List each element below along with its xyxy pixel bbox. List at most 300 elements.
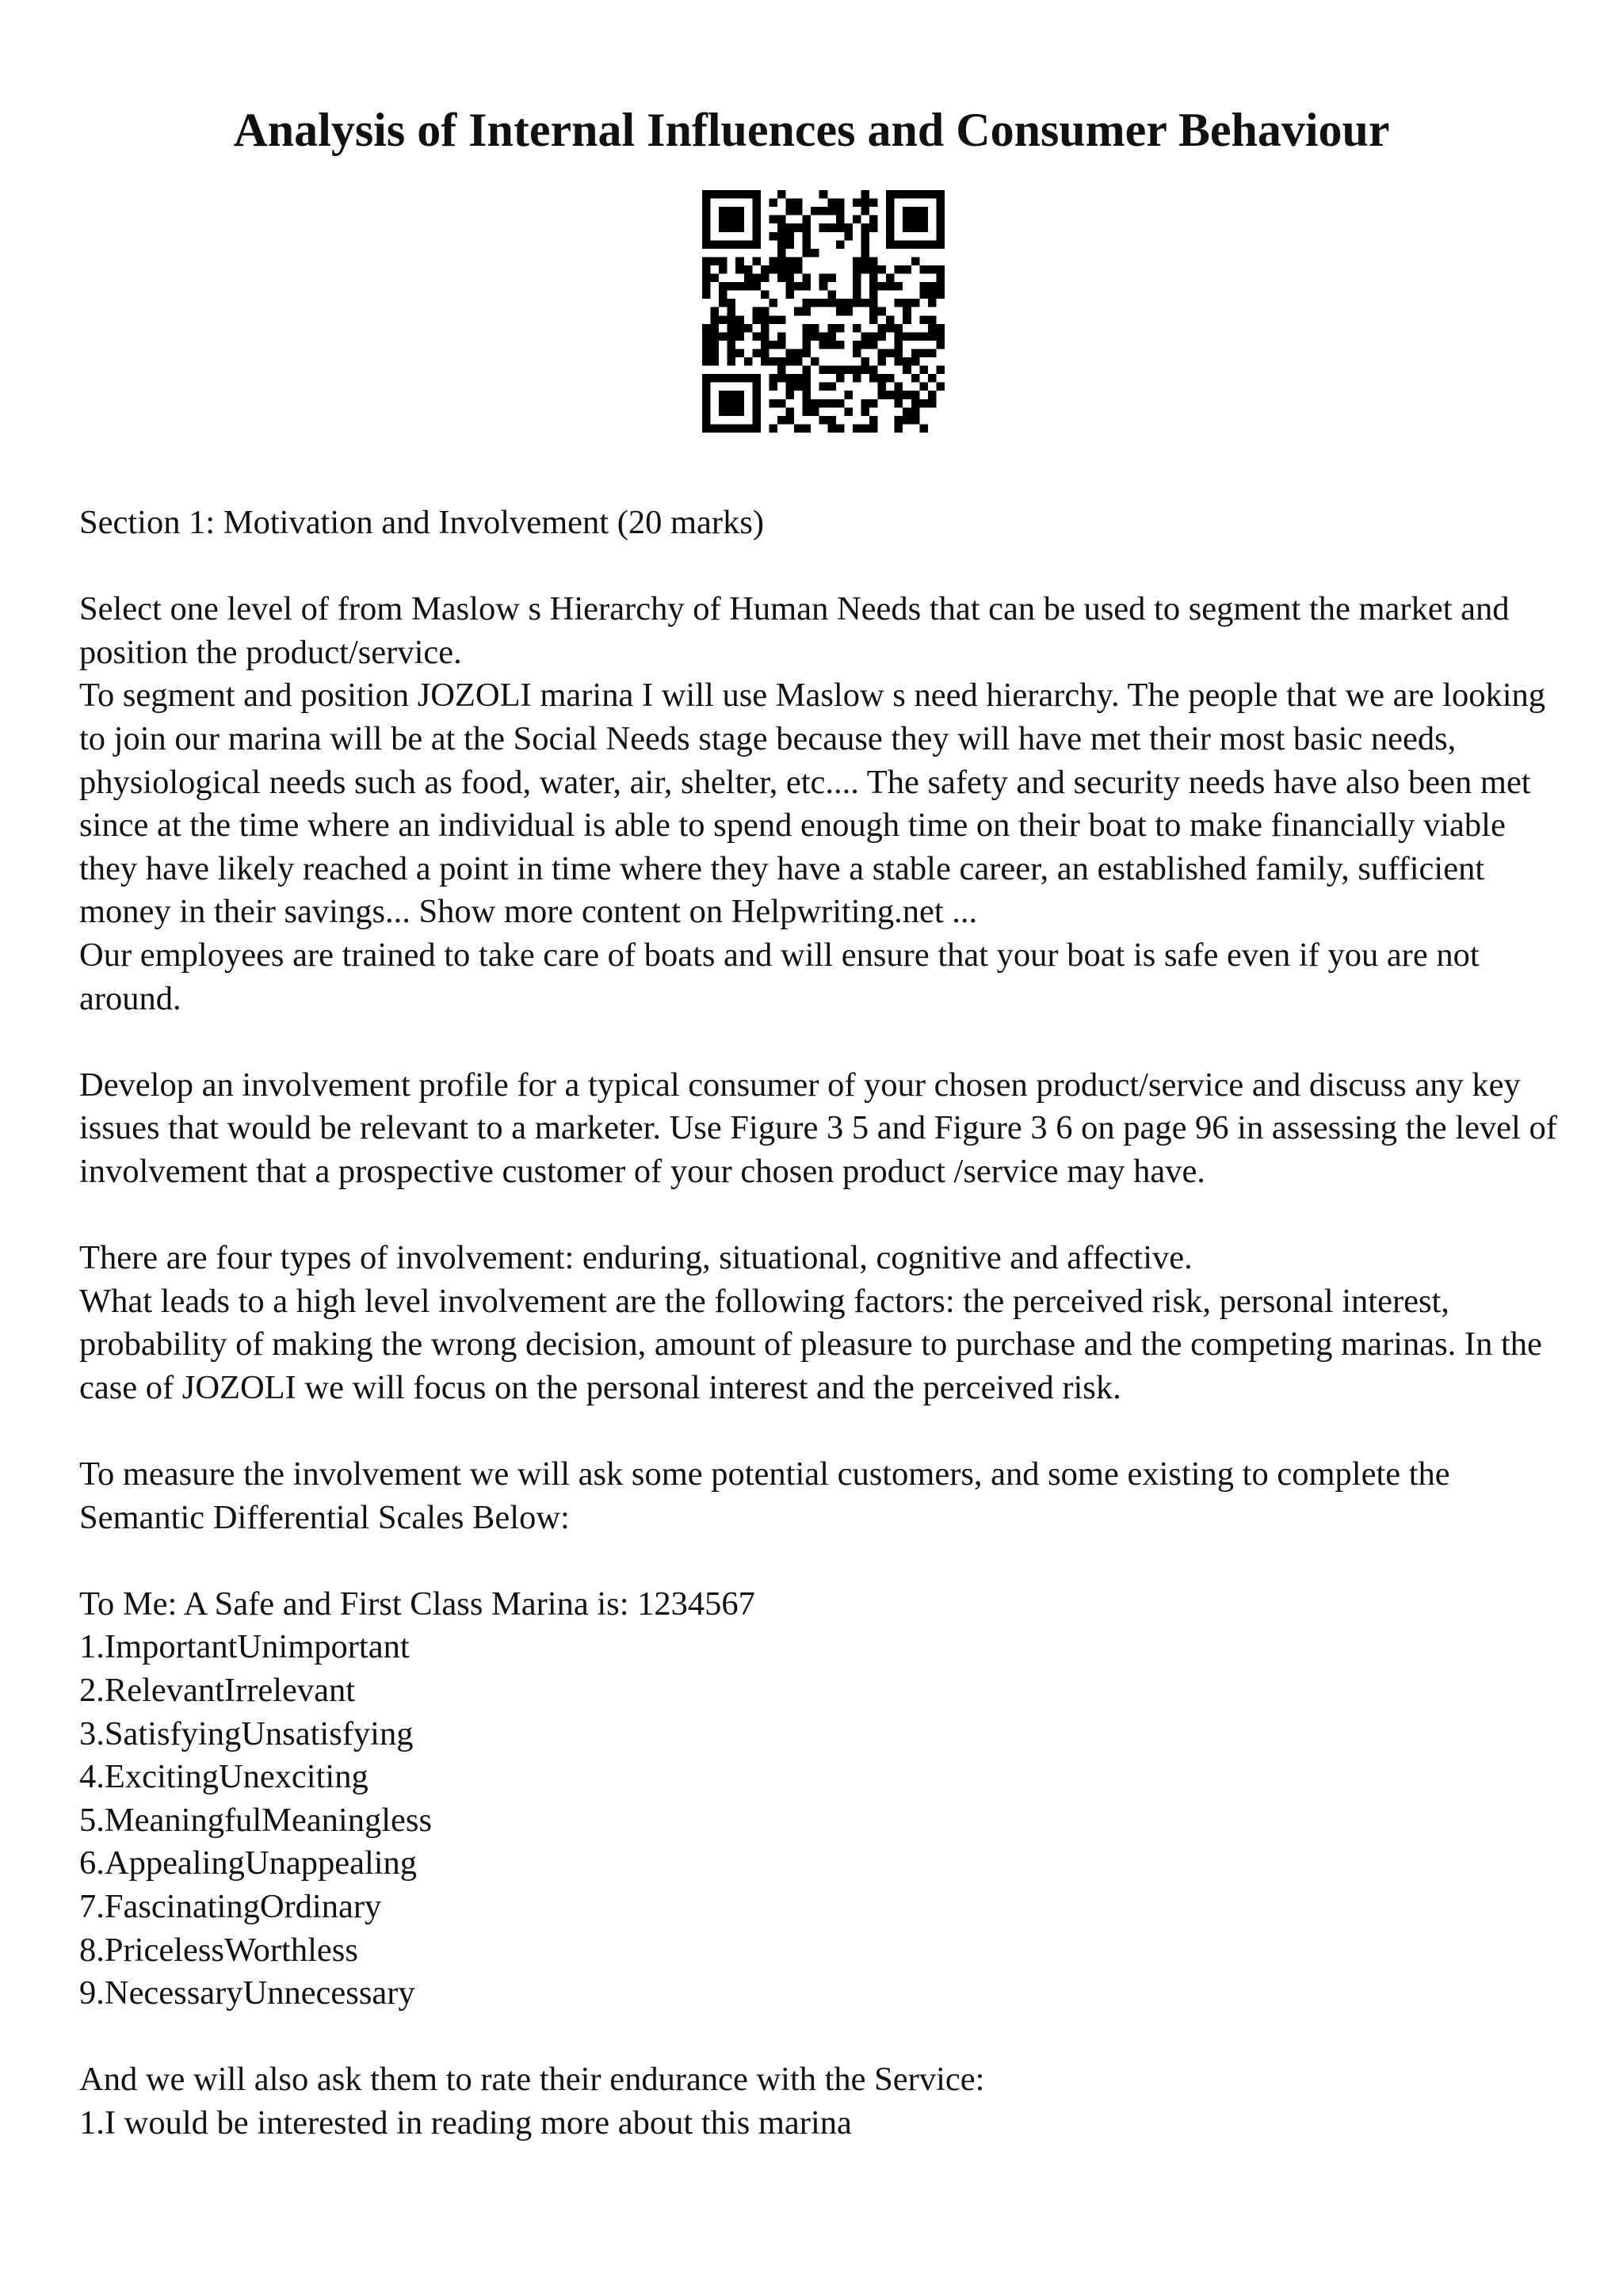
qr-module: [777, 357, 786, 366]
qr-module: [769, 199, 777, 208]
qr-module: [895, 240, 903, 249]
qr-module: [777, 249, 786, 257]
qr-module: [803, 232, 812, 241]
qr-module: [735, 282, 744, 291]
qr-module: [777, 265, 786, 274]
qr-module: [886, 374, 895, 383]
qr-module: [702, 332, 711, 341]
paragraph-spacer: [79, 1194, 1569, 1238]
qr-module: [928, 190, 937, 199]
qr-module: [777, 399, 786, 408]
document-title: Analysis of Internal Influences and Consumer Behaviour: [233, 104, 1390, 156]
qr-module: [727, 374, 736, 383]
qr-module: [702, 374, 711, 383]
qr-module: [903, 357, 911, 366]
qr-module: [727, 399, 736, 408]
qr-module: [919, 332, 928, 341]
qr-module: [711, 190, 720, 199]
qr-module: [752, 240, 761, 249]
qr-module: [861, 207, 869, 215]
qr-module: [719, 190, 727, 199]
qr-module: [727, 324, 736, 333]
qr-module: [794, 374, 803, 383]
paragraph: What leads to a high level involvement are the following factors: the perceived risk, personal interest, probability of making the wrong decision, amount of pleasure to purchase and the competing marinas. In the case of JOZOLI we will focus on the personal interest and the perceived risk.: [79, 1282, 1542, 1406]
qr-module: [886, 232, 895, 241]
qr-module: [886, 274, 895, 283]
qr-module: [702, 391, 711, 399]
qr-module: [827, 291, 836, 299]
qr-module: [711, 349, 720, 357]
qr-module: [735, 190, 744, 199]
qr-module: [903, 307, 911, 316]
qr-module: [861, 366, 869, 375]
qr-module: [936, 232, 945, 241]
qr-module: [861, 240, 869, 249]
qr-module: [911, 223, 920, 232]
qr-module: [803, 240, 812, 249]
qr-module: [869, 299, 878, 307]
qr-module: [911, 207, 920, 215]
qr-module: [803, 341, 812, 349]
qr-module: [727, 207, 736, 215]
qr-module: [786, 416, 795, 425]
paragraph: 8.PricelessWorthless: [79, 1931, 358, 1969]
paragraph: Develop an involvement profile for a typical consumer of your chosen product/service and discuss any key issues that would be relevant to a marketer. Use Figure 3 5 and Figure 3 6 on page 96 in assessing the level of involvement that a prospective customer of your chosen product /service may have.: [79, 1066, 1557, 1190]
qr-module: [819, 341, 828, 349]
qr-module: [719, 223, 727, 232]
qr-module: [919, 240, 928, 249]
qr-module: [861, 424, 869, 433]
qr-module: [853, 424, 861, 433]
qr-module: [702, 232, 711, 241]
qr-module: [777, 232, 786, 241]
paragraph: 4.ExcitingUnexciting: [79, 1758, 369, 1796]
qr-module: [769, 265, 777, 274]
qr-module: [861, 232, 869, 241]
qr-module: [752, 207, 761, 215]
qr-module: [803, 223, 812, 232]
qr-module: [786, 291, 795, 299]
qr-module: [936, 383, 945, 391]
qr-module: [702, 424, 711, 433]
qr-module: [928, 399, 937, 408]
qr-module: [752, 257, 761, 265]
qr-module: [803, 349, 812, 357]
qr-module: [727, 240, 736, 249]
qr-module: [903, 332, 911, 341]
qr-module: [803, 274, 812, 283]
qr-module: [903, 407, 911, 416]
qr-module: [719, 282, 727, 291]
qr-module: [719, 207, 727, 215]
qr-module: [928, 332, 937, 341]
qr-module: [919, 424, 928, 433]
qr-module: [735, 207, 744, 215]
qr-module: [769, 374, 777, 383]
qr-module: [719, 240, 727, 249]
qr-module: [702, 349, 711, 357]
qr-module: [853, 341, 861, 349]
qr-module: [794, 282, 803, 291]
qr-module: [711, 257, 720, 265]
qr-module: [786, 349, 795, 357]
qr-module: [919, 315, 928, 324]
qr-module: [794, 383, 803, 391]
qr-module: [794, 199, 803, 208]
qr-module: [735, 240, 744, 249]
qr-module: [911, 257, 920, 265]
qr-module: [878, 307, 887, 316]
qr-module: [936, 199, 945, 208]
qr-module: [919, 207, 928, 215]
qr-module: [853, 374, 861, 383]
qr-module: [777, 190, 786, 199]
qr-module: [936, 240, 945, 249]
qr-module: [861, 199, 869, 208]
qr-module: [911, 416, 920, 425]
qr-module: [853, 282, 861, 291]
qr-module: [752, 407, 761, 416]
qr-module: [727, 282, 736, 291]
qr-module: [735, 223, 744, 232]
qr-module: [727, 315, 736, 324]
qr-module: [844, 232, 853, 241]
qr-module: [702, 215, 711, 224]
qr-module: [702, 223, 711, 232]
qr-module: [911, 215, 920, 224]
qr-module: [919, 399, 928, 408]
qr-module: [803, 332, 812, 341]
qr-module: [811, 357, 819, 366]
qr-module: [836, 424, 845, 433]
qr-module: [803, 307, 812, 316]
qr-module: [919, 215, 928, 224]
qr-module: [853, 215, 861, 224]
paragraph: 2.RelevantIrrelevant: [79, 1672, 356, 1710]
qr-module: [869, 291, 878, 299]
qr-module: [903, 391, 911, 399]
paragraph: 9.NecessaryUnnecessary: [79, 1974, 415, 2012]
qr-module: [878, 332, 887, 341]
qr-module: [769, 424, 777, 433]
qr-module: [861, 249, 869, 257]
qr-module: [786, 383, 795, 391]
qr-module: [827, 274, 836, 283]
qr-module: [836, 374, 845, 383]
qr-module: [786, 374, 795, 383]
qr-module: [744, 374, 753, 383]
qr-module: [735, 265, 744, 274]
qr-module: [936, 282, 945, 291]
qr-module: [895, 341, 903, 349]
qr-module: [769, 383, 777, 391]
qr-module: [752, 399, 761, 408]
qr-module: [735, 332, 744, 341]
qr-module: [735, 374, 744, 383]
qr-module: [769, 399, 777, 408]
qr-module: [777, 223, 786, 232]
qr-module: [702, 399, 711, 408]
qr-module: [936, 274, 945, 283]
qr-module: [919, 349, 928, 357]
qr-module: [803, 299, 812, 307]
qr-module: [761, 307, 769, 316]
qr-module: [853, 299, 861, 307]
qr-module: [744, 240, 753, 249]
qr-module: [895, 349, 903, 357]
qr-module: [752, 383, 761, 391]
qr-module: [895, 391, 903, 399]
qr-module: [803, 282, 812, 291]
qr-module: [786, 407, 795, 416]
qr-module: [735, 324, 744, 333]
qr-module: [928, 299, 937, 307]
paragraph: 5.MeaningfulMeaningless: [79, 1801, 432, 1839]
paragraph: 3.SatisfyingUnsatisfying: [79, 1714, 414, 1753]
qr-module: [853, 274, 861, 283]
qr-module: [769, 341, 777, 349]
qr-module: [794, 424, 803, 433]
qr-module: [928, 265, 937, 274]
qr-module: [827, 366, 836, 375]
qr-module: [911, 349, 920, 357]
qr-module: [819, 366, 828, 375]
qr-module: [777, 374, 786, 383]
qr-module: [769, 357, 777, 366]
qr-module: [711, 324, 720, 333]
qr-module: [861, 190, 869, 199]
qr-module: [786, 207, 795, 215]
qr-module: [853, 324, 861, 333]
qr-module: [761, 332, 769, 341]
qr-module: [702, 341, 711, 349]
qr-module: [919, 223, 928, 232]
qr-module: [794, 307, 803, 316]
document-body: [79, 502, 1569, 2145]
qr-module: [761, 291, 769, 299]
qr-module: [853, 199, 861, 208]
qr-module: [895, 399, 903, 408]
qr-module: [719, 399, 727, 408]
qr-module: [869, 332, 878, 341]
qr-module: [853, 265, 861, 274]
qr-module: [886, 315, 895, 324]
qr-module: [744, 265, 753, 274]
qr-module: [752, 274, 761, 283]
qr-module: [769, 315, 777, 324]
qr-module: [727, 391, 736, 399]
qr-module: [777, 240, 786, 249]
qr-module: [903, 315, 911, 324]
qr-module: [903, 190, 911, 199]
qr-module: [878, 265, 887, 274]
qr-module: [861, 407, 869, 416]
qr-module: [719, 391, 727, 399]
qr-module: [861, 299, 869, 307]
paragraph: And we will also ask them to rate their endurance with the Service:: [79, 2061, 985, 2099]
qr-module: [886, 240, 895, 249]
qr-module: [811, 207, 819, 215]
qr-module: [752, 223, 761, 232]
qr-module: [836, 215, 845, 224]
paragraph: 1.I would be interested in reading more about this marina: [79, 2103, 852, 2142]
qr-module: [827, 341, 836, 349]
qr-module: [727, 223, 736, 232]
qr-module: [819, 332, 828, 341]
qr-module: [769, 257, 777, 265]
qr-module: [895, 265, 903, 274]
qr-module: [819, 207, 828, 215]
qr-module: [869, 374, 878, 383]
qr-module: [777, 315, 786, 324]
qr-module: [761, 357, 769, 366]
qr-module: [928, 315, 937, 324]
qr-module: [803, 424, 812, 433]
qr-module: [803, 215, 812, 224]
paragraph: Select one level of from Maslow s Hierarchy of Human Needs that can be used to segment the market and position the product/service.: [79, 590, 1510, 671]
qr-module: [895, 190, 903, 199]
qr-module: [811, 332, 819, 341]
qr-module: [719, 265, 727, 274]
qr-module: [744, 324, 753, 333]
qr-module: [827, 399, 836, 408]
qr-module: [928, 349, 937, 357]
qr-module: [786, 282, 795, 291]
qr-module: [886, 223, 895, 232]
qr-module: [844, 299, 853, 307]
qr-module: [844, 307, 853, 316]
qr-module: [735, 215, 744, 224]
qr-module: [719, 299, 727, 307]
qr-module: [711, 357, 720, 366]
qr-module: [827, 424, 836, 433]
qr-module: [836, 240, 845, 249]
qr-module: [911, 299, 920, 307]
qr-module: [844, 366, 853, 375]
qr-module: [903, 215, 911, 224]
qr-module: [869, 366, 878, 375]
qr-code-icon: [702, 190, 945, 433]
qr-module: [702, 257, 711, 265]
qr-module: [803, 399, 812, 408]
qr-module: [794, 265, 803, 274]
qr-module: [911, 190, 920, 199]
qr-module: [744, 357, 753, 366]
qr-module: [811, 399, 819, 408]
qr-module: [752, 332, 761, 341]
qr-module: [936, 215, 945, 224]
qr-module: [702, 383, 711, 391]
qr-module: [869, 282, 878, 291]
qr-module: [836, 399, 845, 408]
qr-module: [878, 324, 887, 333]
qr-module: [702, 282, 711, 291]
paragraph-spacer: [79, 1539, 1569, 1583]
qr-module: [869, 307, 878, 316]
qr-module: [861, 341, 869, 349]
qr-module: [803, 366, 812, 375]
qr-module: [919, 190, 928, 199]
qr-module: [752, 307, 761, 316]
qr-module: [727, 357, 736, 366]
qr-module: [777, 366, 786, 375]
qr-module: [786, 391, 795, 399]
qr-module: [727, 424, 736, 433]
qr-module: [919, 366, 928, 375]
qr-module: [752, 215, 761, 224]
qr-module: [786, 357, 795, 366]
qr-module: [711, 274, 720, 283]
qr-module: [761, 341, 769, 349]
qr-module: [936, 190, 945, 199]
qr-module: [869, 215, 878, 224]
qr-module: [911, 374, 920, 383]
qr-module: [735, 257, 744, 265]
qr-module: [911, 399, 920, 408]
qr-module: [752, 391, 761, 399]
qr-module: [735, 424, 744, 433]
qr-module: [794, 207, 803, 215]
qr-module: [727, 332, 736, 341]
qr-module: [744, 190, 753, 199]
qr-module: [719, 374, 727, 383]
qr-module: [844, 391, 853, 399]
qr-module: [827, 299, 836, 307]
qr-module: [702, 357, 711, 366]
qr-module: [819, 274, 828, 283]
paragraph-spacer: [79, 1409, 1569, 1453]
qr-module: [794, 357, 803, 366]
qr-module: [786, 274, 795, 283]
qr-module: [819, 416, 828, 425]
qr-module: [836, 324, 845, 333]
qr-module: [886, 215, 895, 224]
qr-module: [911, 391, 920, 399]
qr-module: [861, 357, 869, 366]
qr-module: [853, 257, 861, 265]
qr-module: [719, 291, 727, 299]
qr-module: [819, 223, 828, 232]
qr-module: [903, 223, 911, 232]
qr-module: [878, 374, 887, 383]
qr-module: [744, 274, 753, 283]
qr-module: [803, 324, 812, 333]
qr-module: [786, 223, 795, 232]
qr-module: [878, 357, 887, 366]
qr-module: [811, 324, 819, 333]
qr-module: [786, 265, 795, 274]
qr-module: [836, 199, 845, 208]
qr-module: [919, 282, 928, 291]
qr-module: [727, 407, 736, 416]
qr-module: [844, 223, 853, 232]
qr-module: [819, 282, 828, 291]
qr-module: [853, 349, 861, 357]
qr-module: [936, 291, 945, 299]
qr-module: [928, 374, 937, 383]
qr-module: [786, 232, 795, 241]
qr-module: [869, 416, 878, 425]
qr-module: [761, 265, 769, 274]
qr-module: [819, 299, 828, 307]
qr-module: [803, 391, 812, 399]
qr-module: [919, 265, 928, 274]
qr-module: [752, 374, 761, 383]
qr-module: [786, 257, 795, 265]
qr-module: [886, 349, 895, 357]
qr-module: [878, 349, 887, 357]
qr-module: [711, 341, 720, 349]
